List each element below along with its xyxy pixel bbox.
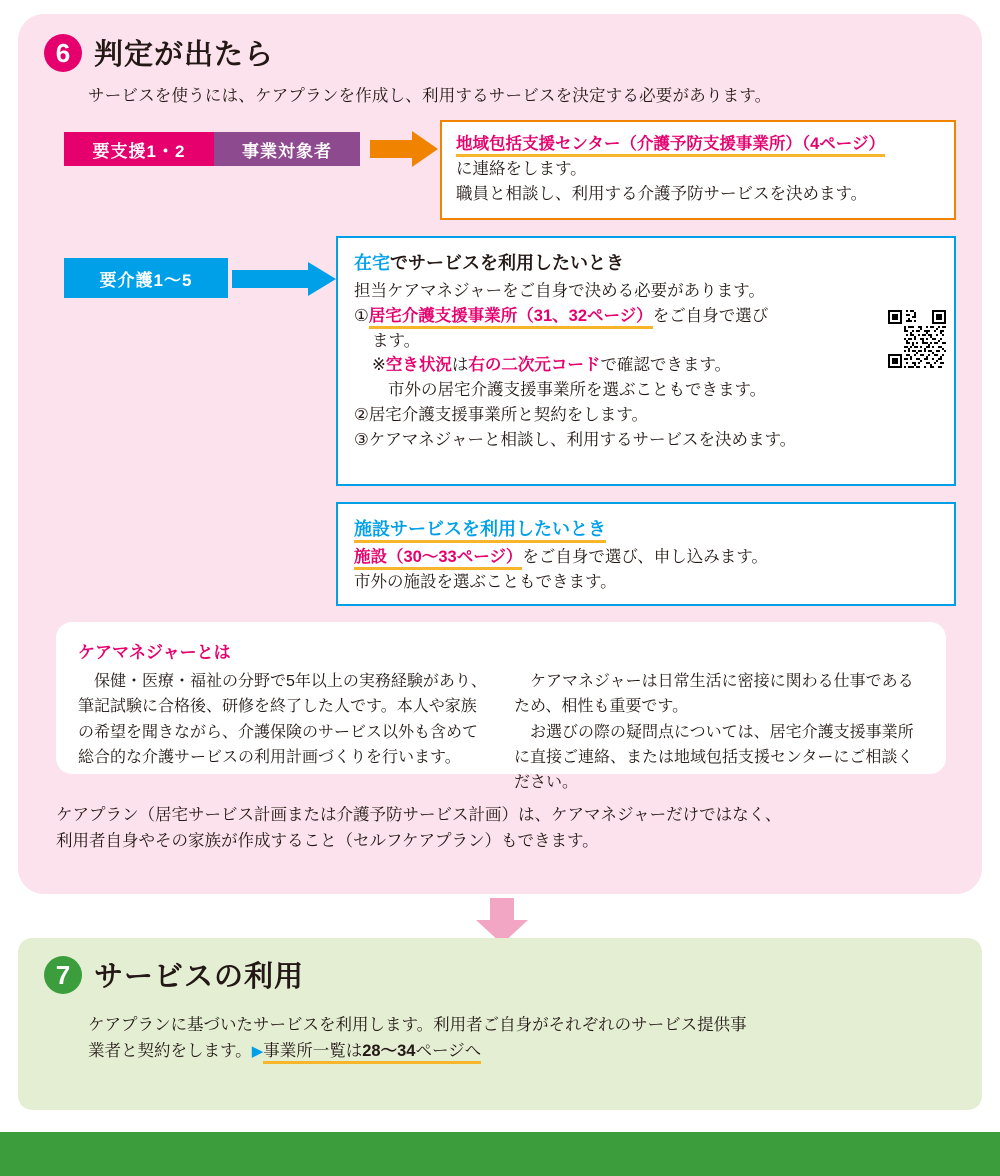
care-manager-col-1: [78, 669, 488, 795]
home-line1: 担当ケアマネジャーをご自身で決める必要があります。: [354, 282, 765, 300]
section-7-number: 7: [44, 956, 82, 994]
section-7-line2-c: ページへ: [415, 1042, 482, 1061]
box-community-support-center: [440, 120, 956, 220]
section-7-line1: ケアプランに基づいたサービスを利用します。利用者ご自身がそれぞれのサービス提供事: [88, 1016, 747, 1034]
box-care-manager: [56, 622, 946, 792]
home-note-b: は: [451, 356, 469, 375]
care-manager-col1-text: 保健・医療・福祉の分野で5年以上の実務経験があり、筆記試験に合格後、研修を終了した人です。本人や家族の希望を聞きながら、介護保険のサービス以外も含めて総合的な介護サービスの利用計画づくりを行います。: [78, 673, 487, 766]
section-7-header: [44, 954, 304, 995]
qr-code-icon[interactable]: [888, 310, 946, 368]
section-6-number: 6: [44, 34, 82, 72]
section-6-footnote-line1: ケアプラン（居宅サービス計画または介護予防サービス計画）は、ケアマネジャーだけではなく、: [56, 806, 782, 824]
page-ref-4: （4ページ）: [801, 135, 885, 153]
page-ref-31-32: （31、32ページ）: [517, 306, 653, 325]
section-6-lead: サービスを使うには、ケアプランを作成し、利用するサービスを決定する必要があります。: [88, 87, 772, 105]
facility-tail: をご自身で選び、申し込みます。: [522, 548, 768, 566]
label-care-level: 要介護1〜5: [64, 258, 228, 298]
section-6-footnote-line2: 利用者自身やその家族が作成すること（セルフケアプラン）もできます。: [56, 832, 599, 851]
care-manager-columns: [78, 669, 924, 795]
page-ref-30-33: （30〜33ページ）: [387, 548, 523, 566]
box-orange-line2: に連絡をします。: [456, 159, 587, 178]
home-heading-rest: でサービスを利用したいとき: [390, 253, 624, 273]
section-7-line2-b: 事業所一覧は: [263, 1042, 363, 1061]
section-6-title: 判定が出たら: [94, 39, 275, 71]
home-item1-tail: をご自身で選び: [652, 306, 769, 325]
link-facility[interactable]: 施設: [354, 548, 387, 570]
box-home-service-text: [338, 238, 954, 464]
home-note-c: 右の二次元コード: [468, 356, 601, 375]
arrow-right-icon-2: [232, 262, 336, 301]
box-orange-line3: 職員と相談し、利用する介護予防サービスを決めます。: [456, 184, 868, 203]
box-facility-service: [336, 502, 956, 606]
page-ref-28-34: 28〜34: [362, 1042, 416, 1061]
box-facility-service-text: [338, 504, 954, 607]
section-6-header: [44, 32, 274, 73]
home-note-line2: 市外の居宅介護支援事業所を選ぶこともできます。: [388, 381, 767, 399]
label-program-target: 事業対象者: [214, 132, 360, 166]
link-community-center[interactable]: 地域包括支援センター（介護予防支援事業所）: [456, 135, 802, 157]
home-note-mark: ※: [372, 356, 386, 375]
box-home-service: [336, 236, 956, 486]
care-manager-title: ケアマネジャーとは: [78, 643, 231, 662]
label-support-level: 要支援1・2: [64, 132, 214, 166]
home-item1-cont: ます。: [372, 331, 421, 350]
care-manager-col2-p2: お選びの際の疑問点については、居宅介護支援事業所に直接ご連絡、または地域包括支援センターにご相談ください。: [514, 723, 914, 792]
care-manager-col-2: [514, 669, 924, 795]
section-7-title: サービスの利用: [94, 961, 305, 993]
home-item3: ③ケアマネジャーと相談し、利用するサービスを決めます。: [354, 430, 797, 449]
facility-heading: 施設サービスを利用したいとき: [354, 519, 606, 543]
home-heading-strong: 在宅: [354, 253, 390, 273]
box-community-support-center-text: [442, 122, 954, 216]
section-7-line2-a: 業者と契約をします。: [88, 1042, 252, 1061]
section-7-body: [88, 1012, 968, 1065]
home-item2: ②居宅介護支援事業所と契約をします。: [354, 405, 648, 424]
home-note-d: で確認できます。: [600, 356, 732, 375]
care-manager-col2-p1: ケアマネジャーは日常生活に密接に関わる仕事であるため、相性も重要です。: [514, 673, 914, 716]
footer-bar: [0, 1132, 1000, 1176]
section-7-line2: [88, 1038, 968, 1064]
triangle-marker-icon: ▶: [251, 1043, 264, 1061]
link-home-care-support-office[interactable]: 居宅介護支援事業所: [369, 307, 518, 329]
facility-line2: 市外の施設を選ぶこともできます。: [354, 572, 617, 591]
arrow-right-icon: [370, 131, 438, 172]
home-item1-num: ①: [354, 306, 369, 325]
section-6-footnote: [56, 802, 956, 855]
home-note-a: 空き状況: [385, 356, 452, 375]
